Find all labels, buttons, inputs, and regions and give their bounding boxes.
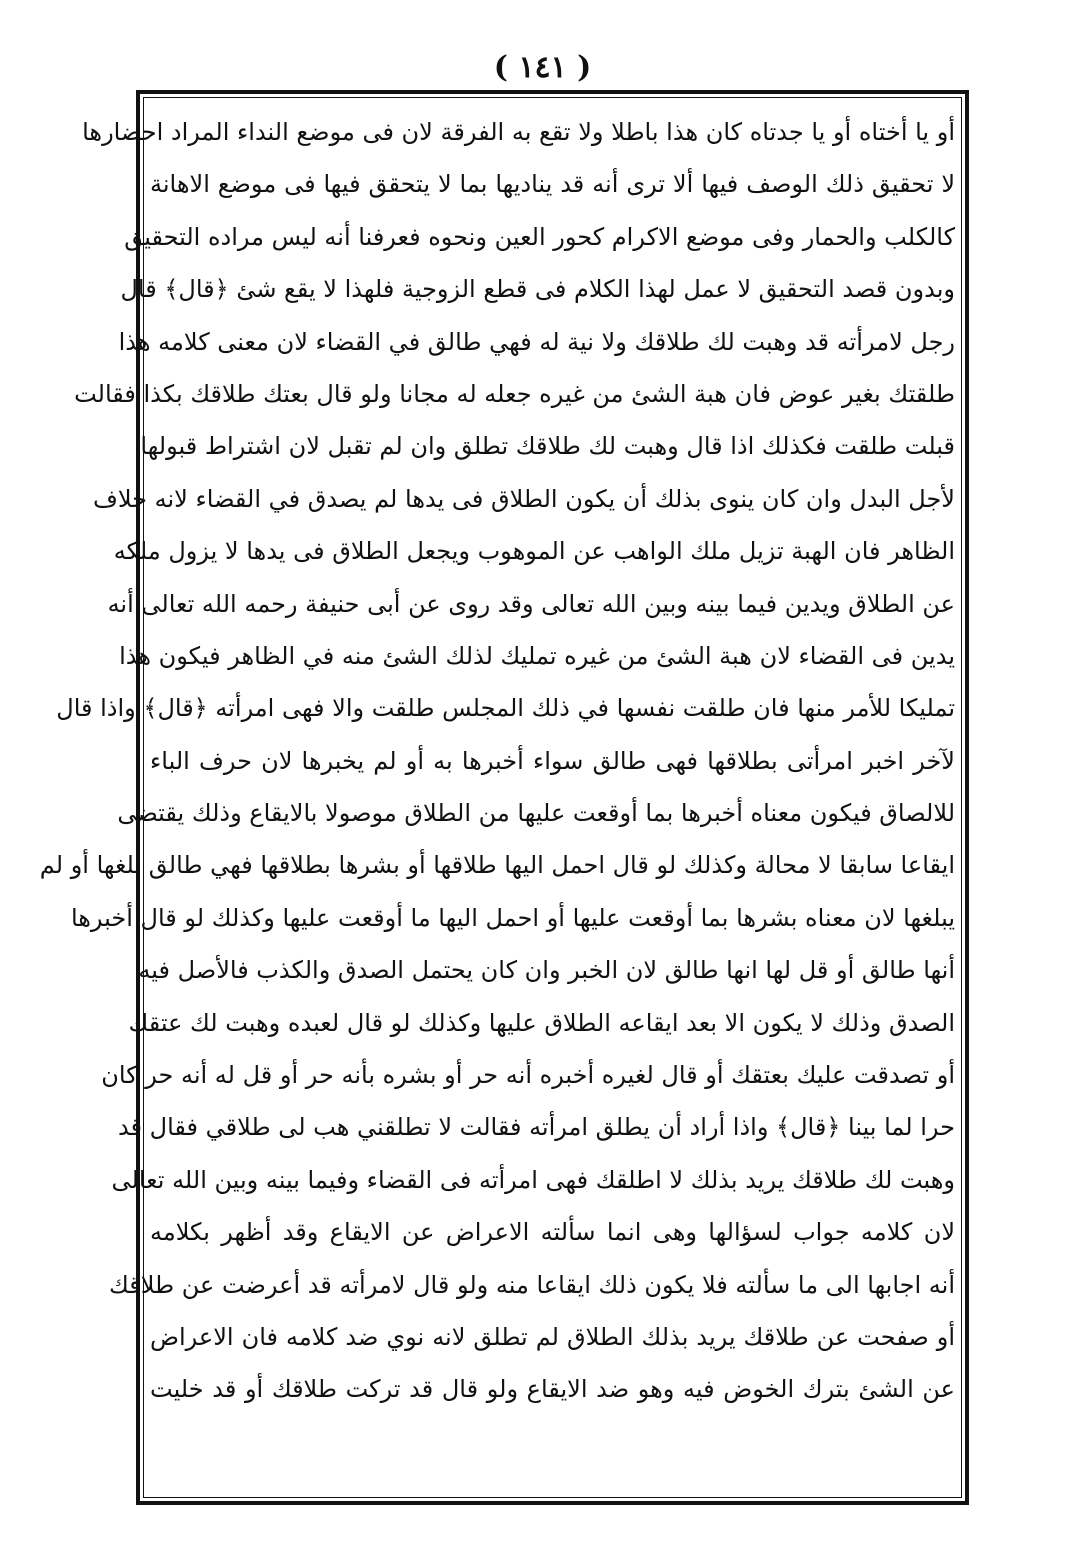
text-line: لان كلامه جواب لسؤالها وهى انما سألته الاعراض عن الايقاع وقد أظهر بكلامه: [150, 1218, 955, 1247]
text-line: عن الشئ بترك الخوض فيه وهو ضد الايقاع ولو قال قد تركت طلاقك أو قد خليت: [150, 1375, 955, 1404]
text-line: لا تحقيق ذلك الوصف فيها ألا ترى أنه قد يناديها بما لا يتحقق فيها فى موضع الاهانة: [150, 170, 955, 199]
text-line: عن الطلاق ويدين فيما بينه وبين الله تعالى وقد روى عن أبى حنيفة رحمه الله تعالى أنه: [107, 589, 955, 618]
text-line: رجل لامرأته قد وهبت لك طلاقك ولا نية له فهي طالق في القضاء لان معنى كلامه هذا: [118, 327, 955, 356]
text-line: لآخر اخبر امرأتى بطلاقها فهى طالق سواء أخبرها به أو لم يخبرها لان حرف الباء: [150, 746, 955, 775]
text-line: طلقتك بغير عوض فان هبة الشئ من غيره جعله له مجانا ولو قال بعتك طلاقك بكذا فقالت: [74, 379, 955, 408]
text-line: لأجل البدل وان كان ينوى بذلك أن يكون الطلاق فى يدها لم يصدق في القضاء لانه خلاف: [92, 484, 955, 513]
text-line: حرا لما بينا ﴿قال﴾ واذا أراد أن يطلق امرأته فقالت لا تطلقني هب لى طلاقي فقال قد: [117, 1113, 955, 1142]
text-line: تمليكا للأمر منها فان طلقت نفسها في ذلك المجلس طلقت والا فهى امرأته ﴿قال﴾ واذا قال: [56, 694, 955, 723]
text-line: أو صفحت عن طلاقك يريد بذلك الطلاق لم تطلق لانه نوي ضد كلامه فان الاعراض: [150, 1322, 955, 1351]
text-line: أو تصدقت عليك بعتقك أو قال لغيره أخبره أنه حر أو بشره بأنه حر أو قل له أنه حر كان: [101, 1061, 955, 1090]
text-line: وهبت لك طلاقك يريد بذلك لا اطلقك فهى امرأته فى القضاء وفيما بينه وبين الله تعالى: [111, 1165, 955, 1194]
text-line: للالصاق فيكون معناه أخبرها بما أوقعت عليها من الطلاق موصولا بالايقاع وذلك يقتضى: [117, 799, 955, 828]
text-line: أو يا أختاه أو يا جدتاه كان هذا باطلا ولا تقع به الفرقة لان فى موضع النداء المراد احضارها: [82, 118, 955, 146]
text-line: يدين فى القضاء لان هبة الشئ من غيره تمليك لذلك الشئ منه في الظاهر فيكون هذا: [119, 641, 955, 670]
text-line: قبلت طلقت فكذلك اذا قال وهبت لك طلاقك تطلق وان لم تقبل لان اشتراط قبولها: [140, 432, 955, 461]
page-number: ( ١٤١ ): [493, 50, 592, 85]
text-line: ايقاعا سابقا لا محالة وكذلك لو قال احمل اليها طلاقها أو بشرها بطلاقها فهي طالق بلغها أو لم: [39, 851, 955, 880]
body-text: [39, 106, 955, 1486]
text-line: وبدون قصد التحقيق لا عمل لهذا الكلام فى قطع الزوجية فلهذا لا يقع شئ ﴿قال﴾ قال: [120, 275, 955, 304]
text-line: يبلغها لان معناه بشرها بما أوقعت عليها أو احمل اليها ما أوقعت عليها وكذلك لو قال أخبرها: [70, 903, 955, 932]
text-line: الظاهر فان الهبة تزيل ملك الواهب عن الموهوب ويجعل الطلاق فى يدها لا يزول ملكه: [113, 537, 955, 566]
text-line: الصدق وذلك لا يكون الا بعد ايقاعه الطلاق عليها وكذلك لو قال لعبده وهبت لك عتقك: [128, 1008, 955, 1037]
text-line: كالكلب والحمار وفى موضع الاكرام كحور العين ونحوه فعرفنا أنه ليس مراده التحقيق: [124, 222, 955, 251]
text-line: أنه اجابها الى ما سألته فلا يكون ذلك ايقاعا منه ولو قال لامرأته قد أعرضت عن طلاقك: [109, 1270, 955, 1299]
text-line: أنها طالق أو قل لها انها طالق لان الخبر وان كان يحتمل الصدق والكذب فالأصل فيه: [138, 956, 955, 985]
